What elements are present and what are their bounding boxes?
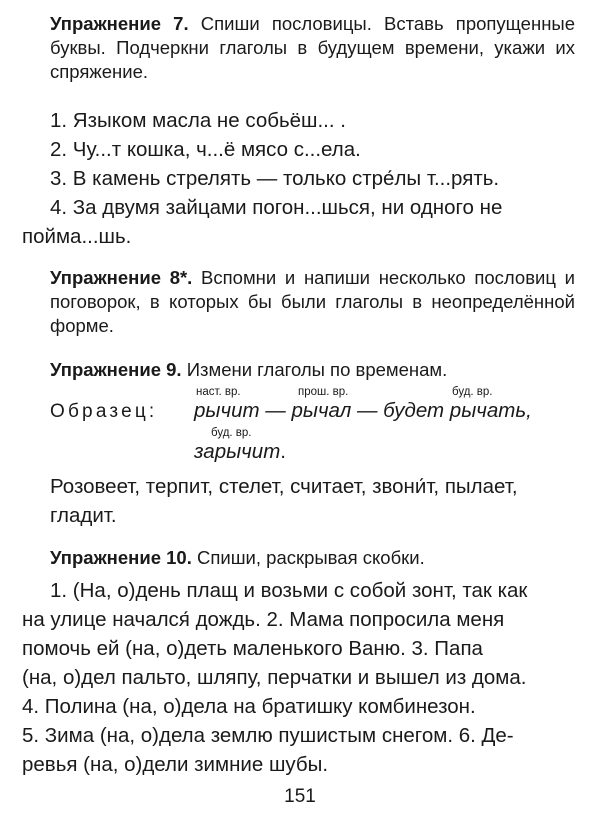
- sample-verb-forms: рычит — рычал — будет рычать,: [194, 399, 532, 422]
- exercise-10-text: Спиши, раскрывая скобки.: [196, 547, 425, 568]
- exercise-10-line-3: помочь ей (на, о)деть маленького Ваню. 3. Папа: [22, 637, 483, 660]
- exercise-8-instructions: [50, 266, 575, 338]
- proverb-3: 3. В камень стрелять — только стре́лы т...рять.: [50, 167, 500, 190]
- exercise-9-instructions: [50, 358, 575, 382]
- exercise-9-task-verbs: Розовеет, терпит, стелет, считает, звони́т, пылает, гладит.: [50, 475, 518, 527]
- exercise-10-line-1: 1. (На, о)день плащ и возьми с собой зонт, так как: [50, 579, 528, 602]
- exercise-7-instructions: [50, 12, 575, 84]
- proverb-4-continued: пойма...шь.: [22, 225, 132, 248]
- sample-label: Образец:: [50, 401, 158, 422]
- exercise-10-line-7: ревья (на, о)дели зимние шубы.: [22, 753, 329, 776]
- proverb-2: 2. Чу...т кошка, ч...ё мясо с...ела.: [50, 138, 361, 161]
- exercise-9-text: Измени глаголы по временам.: [186, 359, 448, 380]
- exercise-10-line-2: на улице начался́ дождь. 2. Мама попросила меня: [22, 608, 505, 631]
- exercise-8-title: Упражнение 8*.: [50, 267, 193, 288]
- exercise-10-line-4: (на, о)дел пальто, шляпу, перчатки и вышел из дома.: [22, 666, 527, 689]
- exercise-10-line-5: 4. Полина (на, о)дела на братишку комбинезон.: [22, 695, 476, 718]
- proverb-4: 4. За двумя зайцами погон...шься, ни одного не: [50, 196, 503, 219]
- exercise-10-line-6: 5. Зима (на, о)дела землю пушистым снегом. 6. Де-: [22, 724, 514, 747]
- sample-perfective-period: .: [280, 440, 286, 463]
- proverb-1: 1. Языком масла не собьёш... .: [50, 109, 346, 132]
- exercise-10-instructions: [50, 546, 575, 570]
- exercise-8-text: Вспомни и напиши несколько пословиц и поговорок, в которых бы были глаголы в неопределённой форме.: [50, 267, 576, 336]
- exercise-7-text: Спиши пословицы. Вставь пропущенные буквы. Подчеркни глаголы в будущем времени, укажи их спряжение.: [50, 13, 575, 82]
- label-future-tense: буд. вр.: [452, 386, 493, 398]
- exercise-9-title: Упражнение 9.: [50, 359, 182, 380]
- exercise-7-title: Упражнение 7.: [50, 13, 189, 34]
- exercise-10-title: Упражнение 10.: [50, 547, 192, 568]
- label-future-tense-2: буд. вр.: [211, 427, 252, 439]
- page-number: 151: [284, 786, 316, 807]
- sample-perfective-word: зарычит: [194, 440, 281, 463]
- label-present-tense: наст. вр.: [196, 386, 241, 398]
- label-past-tense: прош. вр.: [298, 386, 349, 398]
- sample-verb-perfective: [194, 438, 286, 466]
